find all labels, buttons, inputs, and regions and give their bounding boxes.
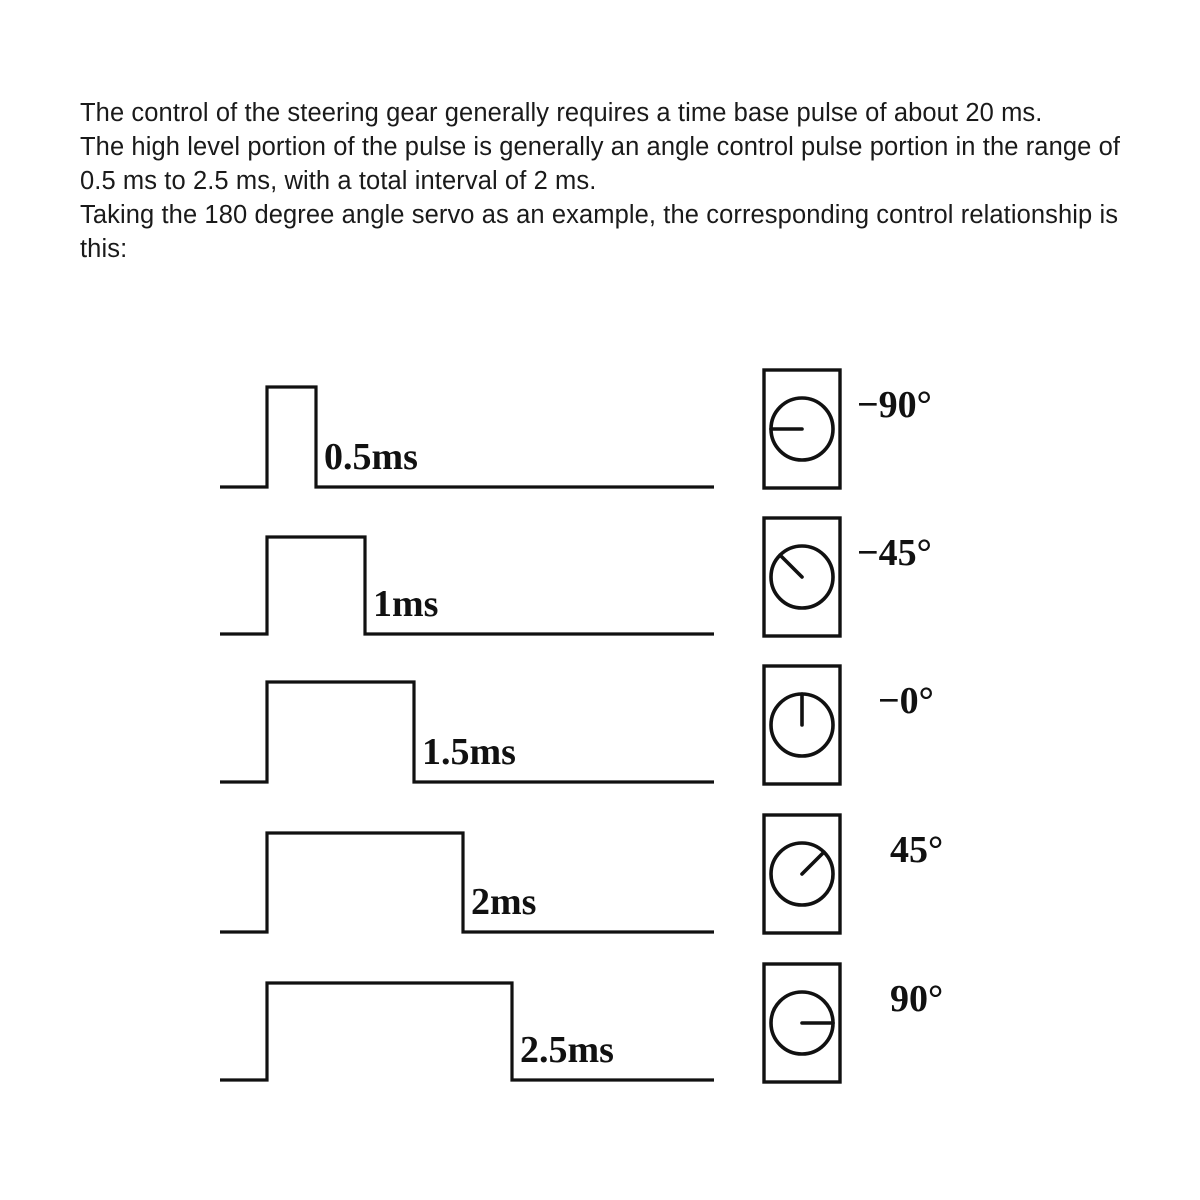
pulse-duration-label: 2ms	[471, 881, 537, 923]
pulse-row-2	[220, 518, 932, 636]
pulse-waveform	[220, 983, 714, 1080]
angle-label: 45°	[890, 829, 944, 871]
pulse-waveform	[220, 537, 714, 634]
angle-label: −45°	[857, 532, 932, 574]
pulse-duration-label: 2.5ms	[520, 1029, 614, 1071]
angle-label: −90°	[857, 384, 932, 426]
angle-label: 90°	[890, 978, 944, 1020]
pulse-row-4	[220, 815, 943, 933]
angle-label: −0°	[878, 680, 934, 722]
intro-paragraph-1: The control of the steering gear generally requires a time base pulse of about 20 ms.	[80, 99, 1043, 127]
intro-paragraph-3: Taking the 180 degree angle servo as an example, the corresponding control relationship is this:	[80, 201, 1119, 263]
intro-paragraph-2: The high level portion of the pulse is generally an angle control pulse portion in the range of 0.5 ms to 2.5 ms, with a total interval of 2 ms.	[80, 133, 1121, 195]
pulse-row-5	[220, 964, 943, 1082]
pulse-duration-label: 1.5ms	[422, 731, 516, 773]
pulse-row-1	[220, 370, 932, 488]
pulse-waveform	[220, 833, 714, 932]
pulse-row-3	[220, 666, 934, 784]
pulse-duration-label: 1ms	[373, 583, 439, 625]
pulse-duration-label: 0.5ms	[324, 436, 418, 478]
pulse-waveform	[220, 387, 714, 487]
